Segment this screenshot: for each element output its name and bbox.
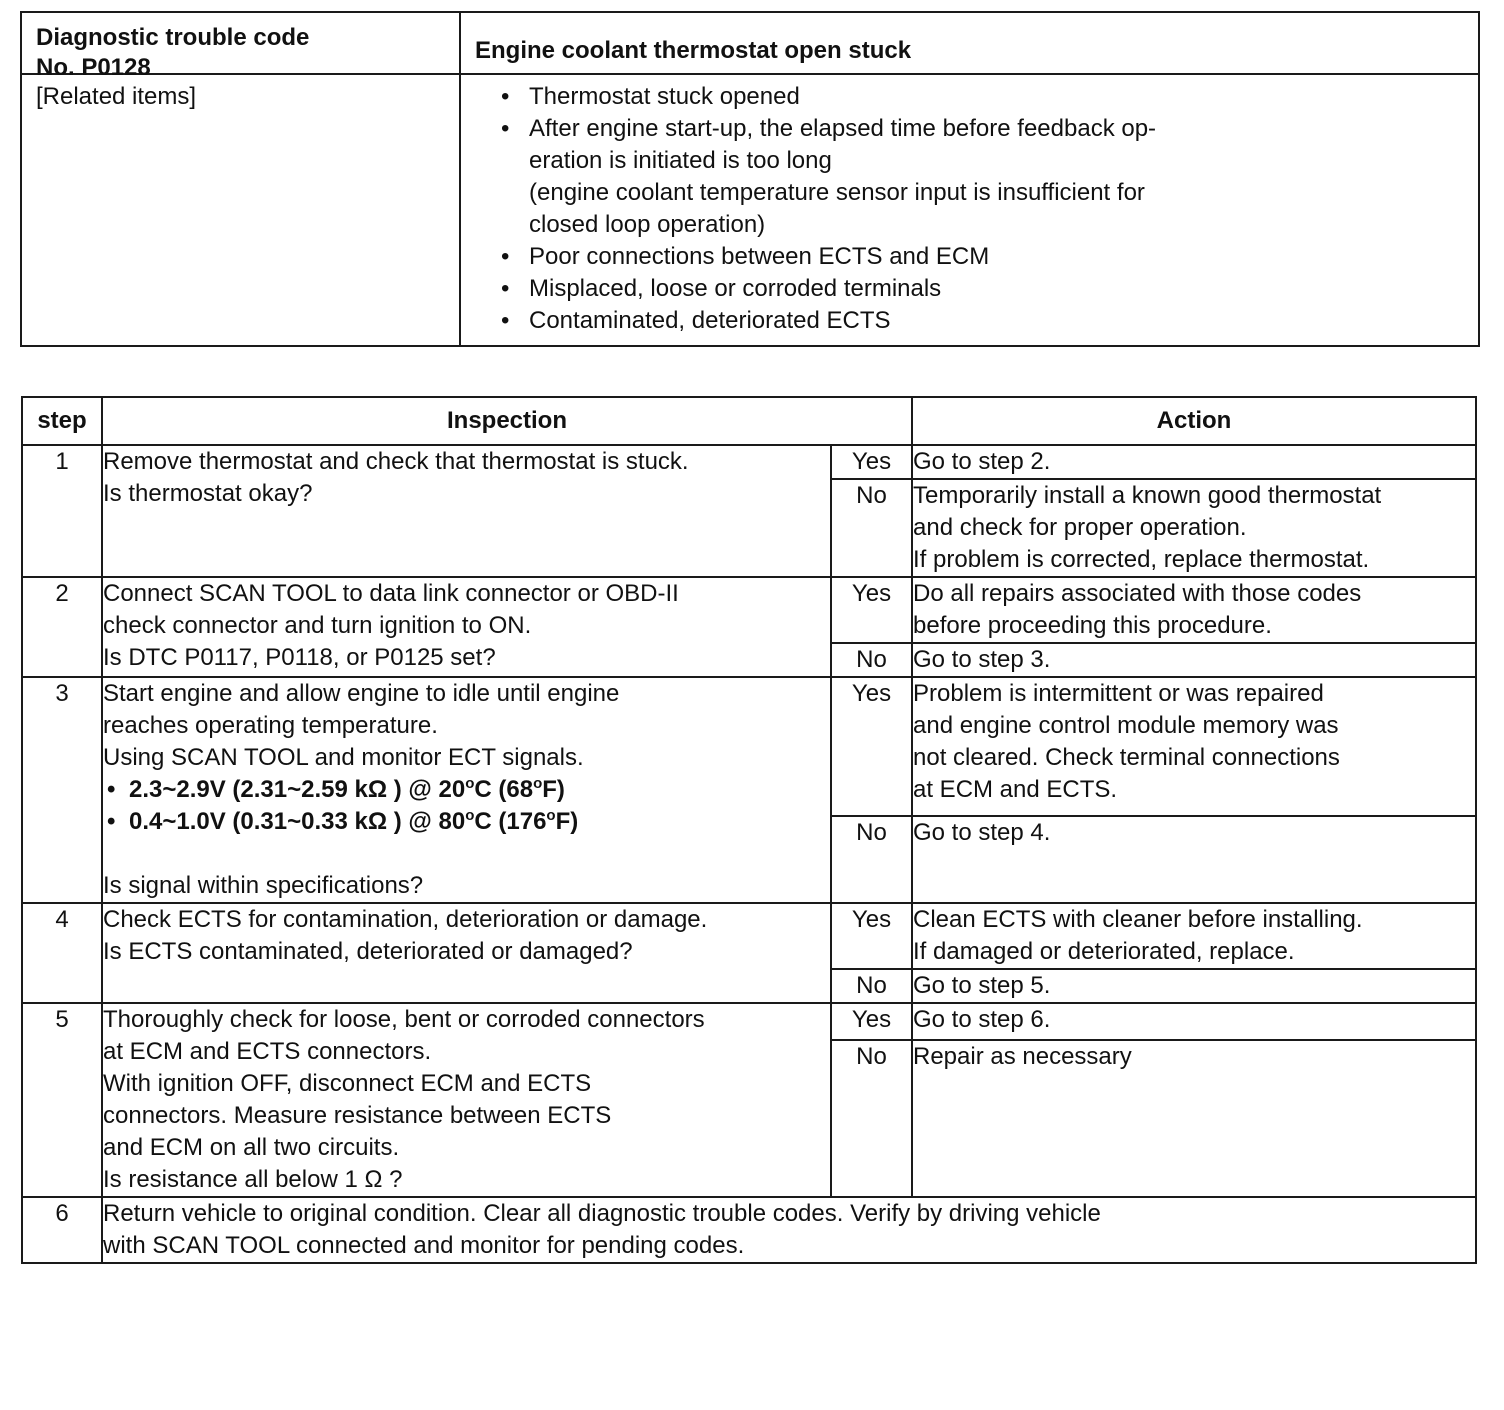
related-item: • Thermostat stuck opened <box>501 81 1464 113</box>
col-header-inspection: Inspection <box>102 397 912 445</box>
step-inspection: Thoroughly check for loose, bent or corroded connectors at ECM and ECTS connectors. With ignition OFF, disconnect ECM and ECTS connectors. Measure resistance between ECTS and ECM on all two circuits. Is resistance all below 1 Ω ? <box>103 1006 705 1193</box>
step-inspection <box>102 677 831 903</box>
step-inspection: Remove thermostat and check that thermostat is stuck. Is thermostat okay? <box>103 448 689 507</box>
table-row <box>22 577 1476 643</box>
yes-label: Yes <box>831 577 912 643</box>
spec-item: • 0.4~1.0V (0.31~0.33 kΩ ) @ 80$^o$C (176$^o$F) <box>107 807 579 835</box>
table-row <box>22 1003 1476 1040</box>
table-header-row <box>22 397 1476 445</box>
step-number: 3 <box>22 677 102 903</box>
no-label: No <box>831 1040 912 1197</box>
dtc-label: Diagnostic trouble code <box>36 24 310 51</box>
related-label-cell <box>21 74 460 346</box>
table-row <box>22 445 1476 479</box>
step-number: 2 <box>22 577 102 677</box>
related-label: [Related items] <box>36 83 197 110</box>
yes-action: Go to step 6. <box>912 1003 1476 1040</box>
no-action: Go to step 3. <box>912 643 1476 677</box>
yes-action: Problem is intermittent or was repaired and engine control module memory was not cleared. Check terminal connections at ECM and ECTS. <box>912 677 1476 816</box>
step-number: 5 <box>22 1003 102 1197</box>
yes-label: Yes <box>831 1003 912 1040</box>
dtc-number: No. P0128 <box>36 54 151 81</box>
inspection-line: Using SCAN TOOL and monitor ECT signals. <box>103 744 584 771</box>
no-label: No <box>831 643 912 677</box>
inspection-question: Is signal within specifications? <box>103 872 424 899</box>
related-item: • Misplaced, loose or corroded terminals <box>501 273 1464 305</box>
no-action: Go to step 4. <box>912 816 1476 903</box>
dtc-title-cell <box>460 12 1479 74</box>
yes-label: Yes <box>831 445 912 479</box>
yes-action: Go to step 2. <box>912 445 1476 479</box>
step-number: 1 <box>22 445 102 577</box>
no-label: No <box>831 479 912 577</box>
step-inspection: Check ECTS for contamination, deterioration or damage. Is ECTS contaminated, deteriorated or damaged? <box>103 906 708 965</box>
yes-action: Do all repairs associated with those codes before proceeding this procedure. <box>912 577 1476 643</box>
dtc-header-table <box>20 11 1480 347</box>
related-item: • Poor connections between ECTS and ECM <box>501 241 1464 273</box>
inspection-line: Start engine and allow engine to idle until engine <box>103 680 620 707</box>
step-number: 4 <box>22 903 102 1003</box>
yes-action: Clean ECTS with cleaner before installing. If damaged or deteriorated, replace. <box>912 903 1476 969</box>
table-row <box>22 1197 1476 1263</box>
no-label: No <box>831 969 912 1003</box>
step-inspection: Return vehicle to original condition. Clear all diagnostic trouble codes. Verify by driving vehicle with SCAN TOOL connected and monitor for pending codes. <box>103 1200 1101 1259</box>
related-items-list <box>501 81 1464 337</box>
step-inspection: Connect SCAN TOOL to data link connector or OBD-II check connector and turn ignition to ON. Is DTC P0117, P0118, or P0125 set? <box>103 580 679 671</box>
dtc-title: Engine coolant thermostat open stuck <box>475 37 912 64</box>
col-header-step: step <box>22 397 102 445</box>
related-items-cell <box>460 74 1479 346</box>
no-action: Repair as necessary <box>912 1040 1476 1197</box>
table-row <box>22 903 1476 969</box>
table-row <box>22 677 1476 816</box>
col-header-action: Action <box>912 397 1476 445</box>
related-item: • After engine start-up, the elapsed time before feedback op- eration is initiated is too long (engine coolant temperature sensor input is insufficient for closed loop operation) <box>501 113 1464 241</box>
no-action: Temporarily install a known good thermostat and check for proper operation. If problem is corrected, replace thermostat. <box>912 479 1476 577</box>
yes-label: Yes <box>831 677 912 816</box>
diagnostic-steps-table <box>21 396 1477 1264</box>
no-action: Go to step 5. <box>912 969 1476 1003</box>
inspection-line: reaches operating temperature. <box>103 712 438 739</box>
no-label: No <box>831 816 912 903</box>
step-number: 6 <box>22 1197 102 1263</box>
spec-item: • 2.3~2.9V (2.31~2.59 kΩ ) @ 20$^o$C (68$^o$F) <box>107 775 565 803</box>
yes-label: Yes <box>831 903 912 969</box>
related-item: • Contaminated, deteriorated ECTS <box>501 305 1464 337</box>
dtc-label-cell <box>21 12 460 81</box>
